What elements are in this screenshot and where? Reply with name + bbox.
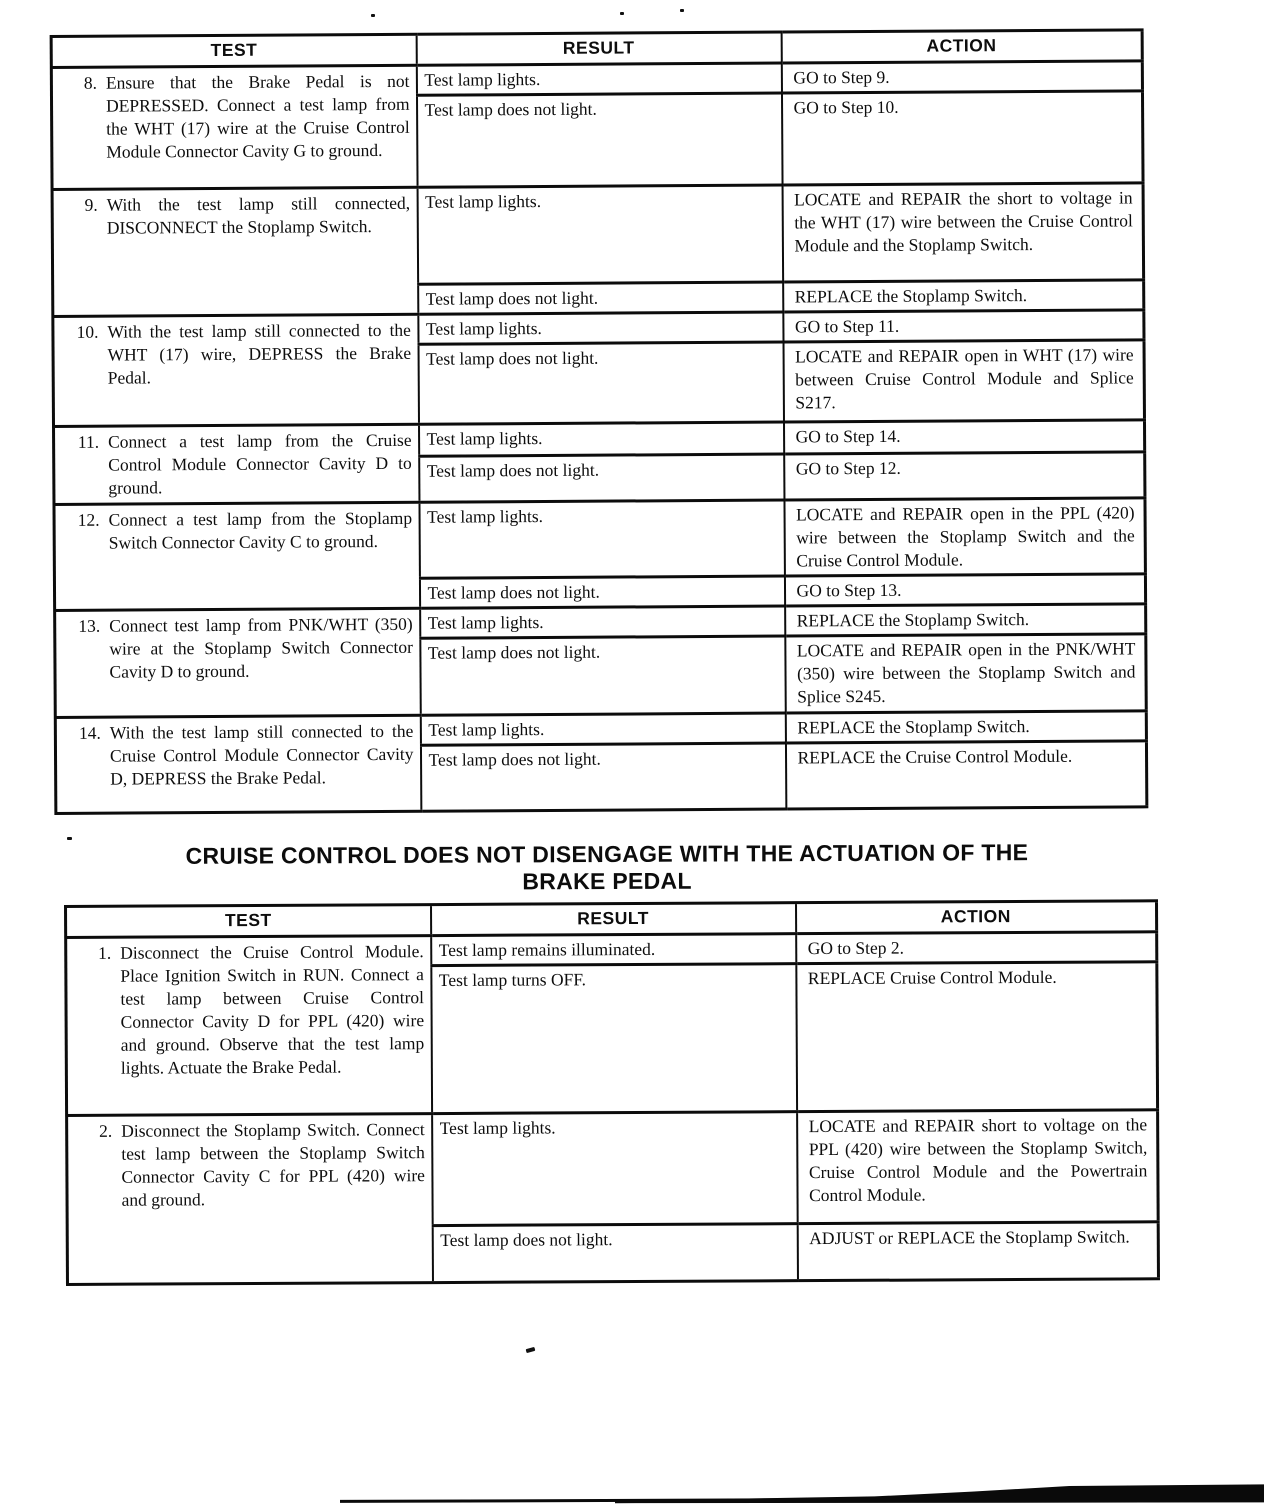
result-cell: Test lamp lights. [419, 422, 784, 456]
result-cell: Test lamp lights. [418, 312, 783, 344]
step-number: 8. [83, 72, 97, 93]
action-cell: GO to Step 13. [784, 574, 1145, 606]
step-number: 11. [77, 431, 100, 452]
result-cell: Test lamp does not light. [419, 576, 784, 608]
test-text: Ensure that the Brake Pedal is not DEPRESSED. Connect a test lamp from the WHT (17) wire at the Cruise Control Module Connector Cavity G to ground. [105, 70, 410, 162]
step-number: 1. [98, 942, 112, 963]
action-cell: REPLACE the Stoplamp Switch. [785, 604, 1146, 636]
column-header-result: RESULT [416, 32, 781, 65]
test-cell [55, 608, 421, 717]
scan-smudge [615, 1484, 1264, 1504]
action-cell: GO to Step 2. [796, 932, 1157, 964]
result-cell: Test lamp remains illuminated. [431, 934, 796, 966]
step-number: 14. [78, 722, 101, 743]
section-heading-line1: CRUISE CONTROL DOES NOT DISENGAGE WITH THE ACTUATION OF THE [185, 839, 1029, 869]
diagnostic-table-1 [50, 28, 1149, 815]
test-text: Connect test lamp from PNK/WHT (350) wire at the Stoplamp Switch Connector Cavity D to ground. [109, 613, 413, 682]
table-row [67, 1110, 1159, 1228]
result-cell: Test lamp lights. [420, 606, 785, 638]
result-cell: Test lamp lights. [419, 500, 784, 578]
test-text: Disconnect the Stoplamp Switch. Connect test lamp between the Stoplamp Switch Connector Cavity C for PPL (420) wire and ground. [121, 1119, 425, 1210]
test-text: Disconnect the Cruise Control Module. Place Ignition Switch in RUN. Connect a test lamp between Cruise Control Connector Cavity D for PPL (420) wire and ground. Observe that the test lamp lights. Actuate the Brake Pedal. [120, 941, 425, 1078]
column-header-action: ACTION [781, 30, 1142, 63]
result-cell: Test lamp does not light. [432, 1224, 797, 1283]
scan-speck [620, 12, 624, 15]
section-heading [55, 839, 1159, 898]
step-number: 10. [76, 321, 99, 342]
scan-speck [67, 837, 72, 840]
action-cell: REPLACE the Stoplamp Switch. [783, 280, 1144, 312]
step-number: 12. [77, 509, 100, 530]
result-cell: Test lamp does not light. [420, 743, 785, 811]
action-cell: LOCATE and REPAIR short to voltage on the PPL (420) wire between the Stoplamp Switch, Cruise Control Module and the Powertrain Control Module. [797, 1110, 1159, 1224]
test-cell [52, 187, 418, 316]
test-text: With the test lamp still connected to the WHT (17) wire, DEPRESS the Brake Pedal. [107, 319, 412, 388]
test-cell [67, 1114, 433, 1285]
result-cell: Test lamp lights. [416, 63, 781, 95]
action-cell: REPLACE Cruise Control Module. [796, 962, 1158, 1112]
step-number: 2. [99, 1120, 113, 1141]
test-text: With the test lamp still connected to the Cruise Control Module Connector Cavity D, DEPRESS the Brake Pedal. [109, 720, 414, 789]
test-text: Connect a test lamp from the Stoplamp Switch Connector Cavity C to ground. [108, 507, 413, 553]
result-cell: Test lamp lights. [420, 713, 785, 745]
result-cell: Test lamp turns OFF. [431, 964, 797, 1114]
test-cell [54, 424, 419, 504]
action-cell: GO to Step 11. [783, 310, 1144, 342]
result-cell: Test lamp does not light. [420, 636, 785, 715]
test-text: With the test lamp still connected, DISCONNECT the Stoplamp Switch. [106, 192, 411, 238]
diagnostic-table-2 [64, 899, 1160, 1286]
test-cell [54, 502, 420, 610]
section-heading-line2: BRAKE PEDAL [522, 867, 692, 895]
action-cell: LOCATE and REPAIR open in WHT (17) wire between Cruise Control Module and Splice S217. [783, 340, 1144, 422]
action-cell: LOCATE and REPAIR open in the PPL (420) wire between the Stoplamp Switch and the Cruise Control Module. [784, 498, 1145, 576]
test-cell [51, 65, 417, 189]
action-cell: LOCATE and REPAIR open in the PNK/WHT (350) wire between the Stoplamp Switch and Splice S245. [785, 634, 1146, 713]
result-cell: Test lamp lights. [417, 185, 783, 284]
table-row [52, 183, 1144, 287]
action-cell: REPLACE the Stoplamp Switch. [785, 711, 1146, 743]
result-cell: Test lamp does not light. [418, 342, 783, 424]
step-number: 9. [84, 194, 98, 215]
result-cell: Test lamp does not light. [416, 93, 782, 187]
scan-speck [680, 9, 684, 12]
diagnostic-table-2-container [64, 899, 1160, 1286]
test-cell [53, 314, 419, 426]
scan-speck [371, 14, 375, 17]
action-cell: REPLACE the Cruise Control Module. [785, 741, 1146, 809]
action-cell: GO to Step 12. [784, 451, 1145, 500]
scan-speck [526, 1347, 536, 1353]
test-cell [55, 715, 421, 813]
column-header-result: RESULT [431, 903, 796, 936]
action-cell: GO to Step 14. [783, 420, 1144, 454]
result-cell: Test lamp does not light. [419, 454, 784, 503]
column-header-test: TEST [51, 34, 416, 67]
step-number: 13. [78, 615, 101, 636]
column-header-test: TEST [66, 905, 431, 938]
test-cell [66, 936, 432, 1116]
table-row [54, 498, 1145, 581]
action-cell: LOCATE and REPAIR the short to voltage in the WHT (17) wire between the Cruise Control Module and the Stoplamp Switch. [782, 183, 1144, 282]
diagnostic-table-1-container [50, 28, 1149, 815]
action-cell: GO to Step 9. [781, 61, 1142, 93]
action-cell: ADJUST or REPLACE the Stoplamp Switch. [797, 1222, 1158, 1281]
result-cell: Test lamp lights. [432, 1112, 798, 1226]
column-header-action: ACTION [796, 901, 1157, 934]
action-cell: GO to Step 10. [781, 91, 1143, 185]
test-text: Connect a test lamp from the Cruise Control Module Connector Cavity D to ground. [108, 429, 412, 498]
result-cell: Test lamp does not light. [418, 282, 783, 314]
